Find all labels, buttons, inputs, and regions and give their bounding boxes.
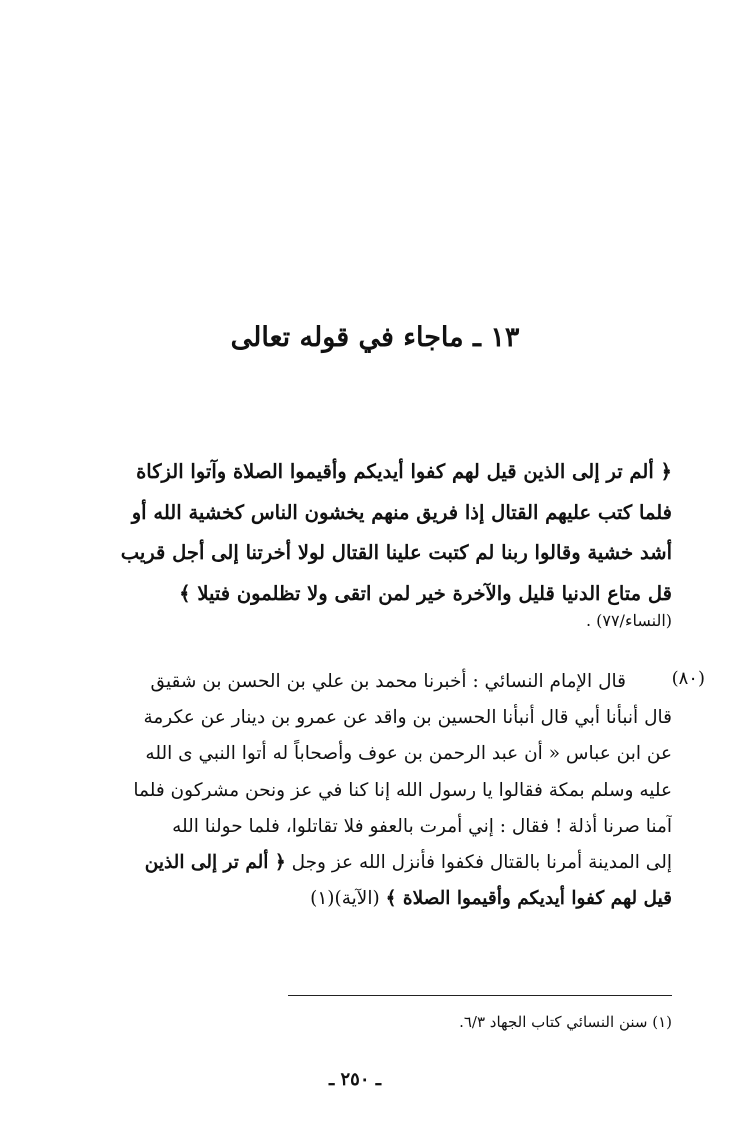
footnote-divider	[288, 995, 672, 996]
hadith-line: عن ابن عباس « أن عبد الرحمن بن عوف وأصحاباً له أتوا النبي ى الله	[145, 743, 672, 765]
verse-line: ﴿ ألم تر إلى الذين قيل لهم كفوا أيديكم وأقيموا الصلاة وآتوا الزكاة	[136, 460, 672, 483]
hadith-number: (٨٠)	[671, 668, 705, 689]
verse-line: قل متاع الدنيا قليل والآخرة خير لمن اتقى ولا تظلمون فتيلا ﴾	[179, 581, 672, 605]
verse-quote: قيل لهم كفوا أيديكم وأقيموا الصلاة ﴾	[385, 888, 672, 910]
hadith-line: عليه وسلم بمكة فقالوا يا رسول الله إنا كنا في عز ونحن مشركون فلما	[133, 779, 672, 801]
verse-quote: ﴿ ألم تر إلى الذين	[144, 852, 286, 874]
page-number: ـ ٢٥٠ ـ	[328, 1069, 382, 1090]
hadith-line-text: إلى المدينة أمرنا بالقتال فكفوا فأنزل الله عز وجل	[291, 852, 672, 874]
hadith-text	[90, 664, 672, 917]
hadith-line	[90, 881, 672, 917]
chapter-title: ١٣ ـ ماجاء في قوله تعالى	[230, 322, 520, 353]
quran-verse	[90, 452, 672, 614]
footnote: (١) سنن النسائي كتاب الجهاد ٦/٣.	[459, 1013, 672, 1031]
hadith-line	[90, 845, 672, 881]
verse-line: فلما كتب عليهم القتال إذا فريق منهم يخشون الناس كخشية الله أو	[131, 500, 672, 524]
hadith-line: آمنا صرنا أذلة ! فقال : إني أمرت بالعفو فلا تقاتلوا، فلما حولنا الله	[172, 815, 672, 837]
verse-line: أشد خشية وقالوا ربنا لم كتبت علينا القتال لولا أخرتنا إلى أجل قريب	[120, 541, 672, 564]
hadith-line: قال أنبأنا أبي قال أنبأنا الحسين بن واقد عن عمرو بن دينار عن عكرمة	[143, 707, 672, 729]
verse-reference: (النساء/٧٧) .	[585, 611, 672, 630]
verse-note: (الآية)(١)	[310, 888, 380, 910]
hadith-line: قال الإمام النسائي : أخبرنا محمد بن علي بن الحسن بن شقيق	[150, 671, 626, 692]
